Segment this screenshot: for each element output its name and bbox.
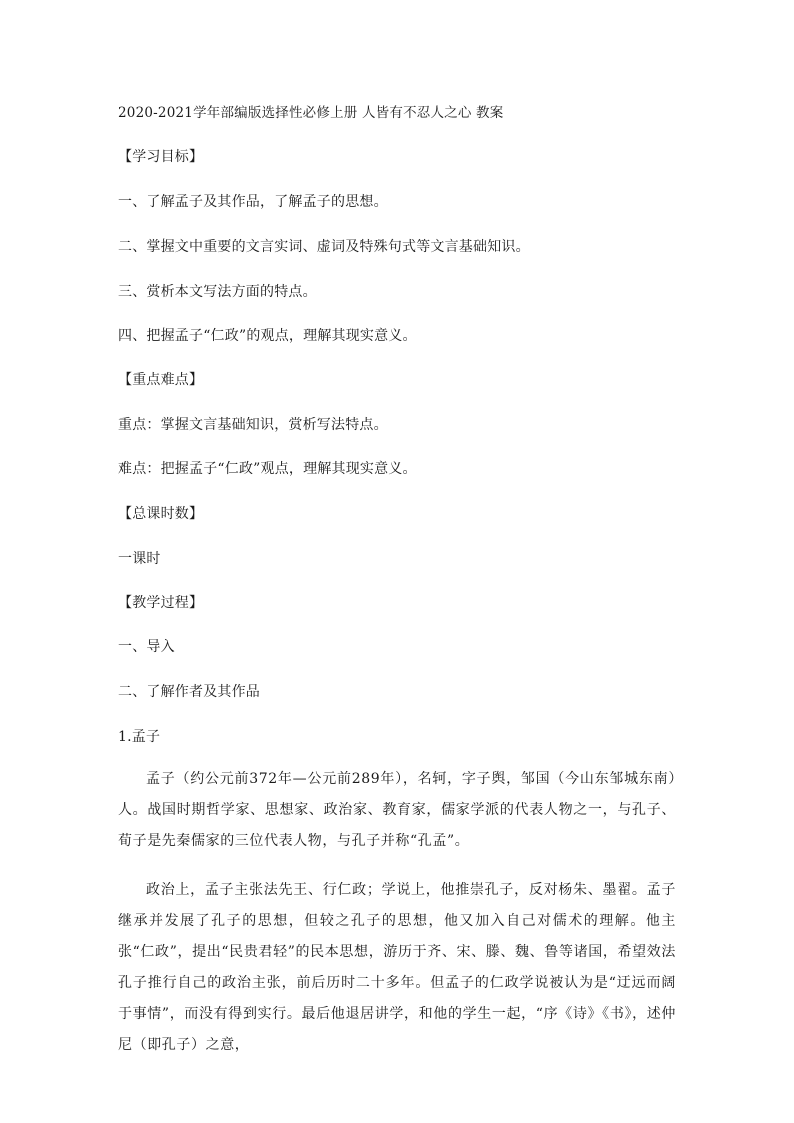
objective-item: 三、赏析本文写法方面的特点。	[118, 284, 317, 300]
subsection-title: 1.孟子	[118, 729, 161, 745]
process-heading: 【教学过程】	[118, 595, 204, 611]
key-point-text: 重点：掌握文言基础知识，赏析写法特点。	[118, 417, 388, 433]
objective-item: 四、把握孟子“仁政”的观点，理解其现实意义。	[118, 328, 417, 344]
document-title: 2020-2021学年部编版选择性必修上册 人皆有不忍人之心 教案	[118, 105, 504, 121]
objective-item: 一、了解孟子及其作品，了解孟子的思想。	[118, 194, 388, 210]
objectives-heading: 【学习目标】	[118, 149, 204, 165]
key-points-heading: 【重点难点】	[118, 372, 204, 388]
paragraph-politics: 政治上，孟子主张法先王、行仁政；学说上，他推崇孔子，反对杨朱、墨翟。孟子继承并发展了孔子的思想，但较之孔子的思想，他又加入自己对儒术的理解。他主张“仁政”，提出“民贵君轻”的民本思想，游历于齐、宋、滕、魏、鲁等诸国，希望效法孔子推行自己的政治主张，前后历时二十多年。但孟子的仁政学说被认为是“迂远而阔于事情”，而没有得到实行。最后他退居讲学，和他的学生一起，“序《诗》《书》，述仲尼（即孔子）之意，	[118, 882, 676, 1053]
objective-item: 二、掌握文中重要的文言实词、虚词及特殊句式等文言基础知识。	[118, 239, 530, 255]
hours-value: 一课时	[118, 551, 161, 567]
difficult-point-text: 难点：把握孟子“仁政”观点，理解其现实意义。	[118, 461, 417, 477]
process-step: 二、了解作者及其作品	[118, 684, 260, 700]
hours-heading: 【总课时数】	[118, 506, 204, 522]
paragraph-author-intro: 孟子（约公元前372年—公元前289年），名轲，字子舆，邹国（今山东邹城东南）人。战国时期哲学家、思想家、政治家、教育家，儒家学派的代表人物之一，与孔子、荀子是先秦儒家的三位代表人物，与孔子并称“孔孟”。	[118, 771, 676, 849]
process-step: 一、导入	[118, 639, 175, 655]
